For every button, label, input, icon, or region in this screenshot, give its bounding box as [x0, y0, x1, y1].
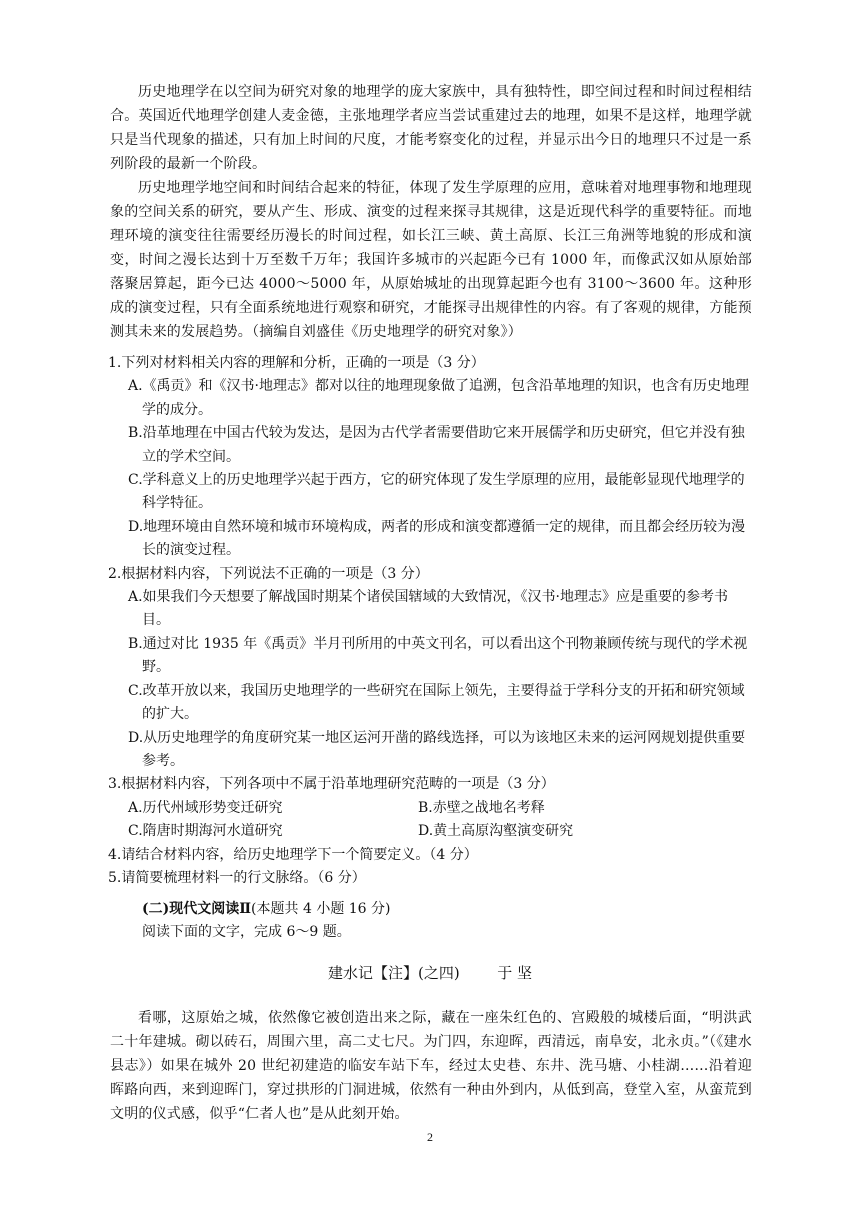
question-4: 4.请结合材料内容，给历史地理学下一个简要定义。（4 分） — [108, 846, 478, 863]
article-paragraph-1: 看哪，这原始之城，依然像它被创造出来之际，藏在一座朱红色的、宫殿般的城楼后面，“明洪武二十年建城。砌以砖石，周围六里，高二丈七尺。为门四，东迎晖，西清远，南阜安，北永贞。”（《建水县志》）如果在城外 20 世纪初建造的临安车站下车，经过太史巷、东井、洗马塘、小桂湖……沿着迎晖路向西，来到迎晖门，穿过拱形的门洞进城，依然有一种由外到内，从低到高，登堂入室，从蛮荒到文明的仪式感，似乎“仁者人也”是从此刻开始。 — [110, 1010, 752, 1122]
section-2-header — [142, 898, 752, 944]
question-2-option-d: D.从历史地理学的角度研究某一地区运河开凿的路线选择，可以为该地区未来的运河网规划提供重要参考。 — [128, 729, 746, 769]
question-1-option-b: B.沿革地理在中国古代较为发达，是因为古代学者需要借助它来开展儒学和历史研究，但它并没有独立的学术空间。 — [128, 425, 745, 465]
passage — [110, 80, 752, 344]
page-number: 2 — [427, 1130, 433, 1144]
question-2-stem: 2.根据材料内容，下列说法不正确的一项是（3 分） — [108, 565, 429, 582]
passage-paragraph-2: 历史地理学地空间和时间结合起来的特征，体现了发生学原理的应用，意味着对地理事物和地理现象的空间关系的研究，要从产生、形成、演变的过程来探寻其规律，这是近现代科学的重要特征。而地理环境的演变往往需要经历漫长的时间过程，如长江三峡、黄土高原、长江三角洲等地貌的形成和演变，时间之漫长达到十万至数千万年；我国许多城市的兴起距今已有 1000 年，而像武汉如从原始部落聚居算起，距今已达 4000～5000 年，从原始城址的出现算起距今也有 3100～3600 年。这种形成的演变过程，只有全面系统地进行观察和研究，才能探寻出规律性的内容。有了客观的规律，方能预测其未来的发展趋势。（摘编自刘盛佳《历史地理学的研究对象》） — [110, 180, 752, 340]
section-heading-label: (二)现代文阅读Ⅱ — [142, 901, 252, 917]
article-title-line — [0, 962, 860, 983]
section-heading-note: (本题共 4 小题 16 分) — [251, 901, 391, 917]
question-5: 5.请简要梳理材料一的行文脉络。（6 分） — [108, 869, 366, 886]
question-1-option-a: A.《禹贡》和《汉书·地理志》都对以往的地理现象做了追溯，包含沿革地理的知识，也含有历史地理学的成分。 — [128, 378, 750, 418]
section-instruction: 阅读下面的文字，完成 6～9 题。 — [142, 924, 351, 940]
question-3-option-b: B.赤壁之战地名考释 — [418, 799, 545, 816]
article-body — [110, 1006, 752, 1126]
question-2-option-c: C.改革开放以来，我国历史地理学的一些研究在国际上领先，主要得益于学科分支的开拓和研究领域的扩大。 — [128, 682, 745, 723]
passage-paragraph-1: 历史地理学在以空间为研究对象的地理学的庞大家族中，具有独特性，即空间过程和时间过程相结合。英国近代地理学创建人麦金德，主张地理学者应当尝试重建过去的地理，如果不是这样，地理学就只是当代现象的描述，只有加上时间的尺度，才能考察变化的过程，并显示出今日的地理只不过是一系列阶段的最新一个阶段。 — [110, 84, 752, 172]
questions — [108, 352, 754, 890]
question-1-option-d: D.地理环境由自然环境和城市环境构成，两者的形成和演变都遵循一定的规律，而且都会经历较为漫长的演变过程。 — [128, 518, 746, 559]
question-3-option-d: D.黄土高原沟壑演变研究 — [418, 823, 574, 840]
section-heading — [142, 898, 752, 921]
question-1-option-c: C.学科意义上的历史地理学兴起于西方，它的研究体现了发生学原理的应用，最能彰显现代地理学的科学特征。 — [128, 472, 745, 512]
question-3-option-c: C.隋唐时期海河水道研究 — [128, 823, 283, 840]
question-3-stem: 3.根据材料内容，下列各项中不属于沿革地理研究范畴的一项是（3 分） — [108, 776, 555, 793]
article-author: 于 坚 — [497, 964, 533, 982]
question-3-option-a: A.历代州域形势变迁研究 — [128, 799, 283, 816]
question-2-option-a: A.如果我们今天想要了解战国时期某个诸侯国辖域的大致情况，《汉书·地理志》应是重要的参考书目。 — [128, 589, 729, 629]
question-2-option-b: B.通过对比 1935 年《禹贡》半月刊所用的中英文刊名，可以看出这个刊物兼顾传统与现代的学术视野。 — [128, 635, 748, 676]
article-title: 建水记【注】(之四) — [327, 964, 460, 982]
question-3-options-row-1 — [108, 797, 754, 820]
question-1-stem: 1.下列对材料相关内容的理解和分析，正确的一项是（3 分） — [108, 355, 485, 371]
question-3-options-row-2 — [108, 820, 754, 843]
